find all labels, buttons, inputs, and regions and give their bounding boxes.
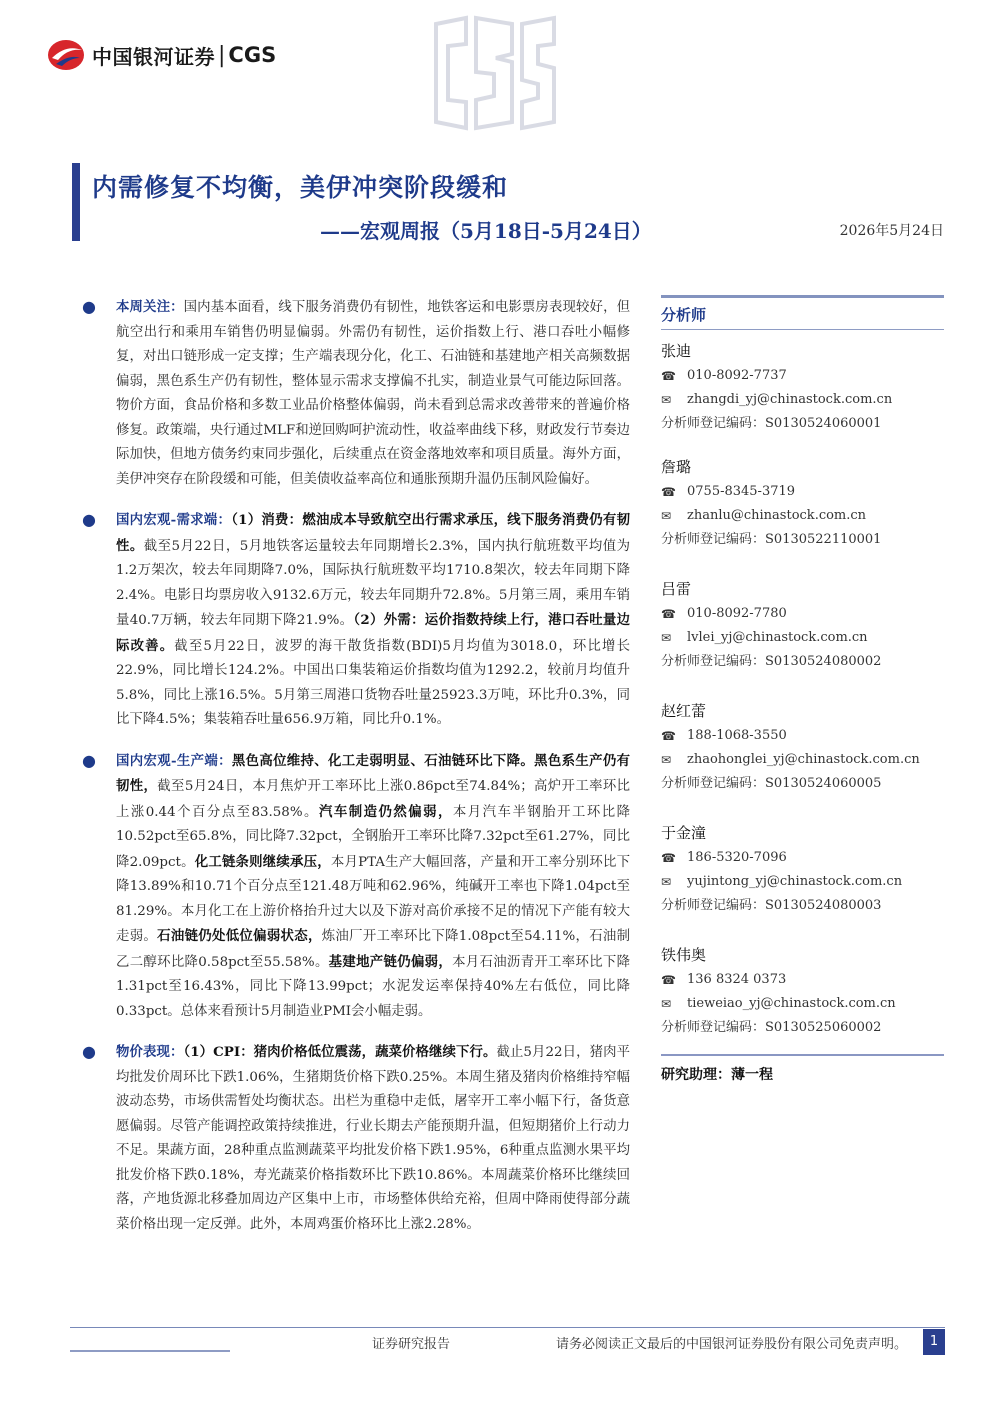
phone-icon: ☎ xyxy=(661,369,676,383)
registration-label: 分析师登记编码： xyxy=(661,1020,766,1035)
analyst-list xyxy=(661,338,944,1040)
external-demand-highlight: （2）外需：运价指数持续上行，港口吞吐量边际改善。 xyxy=(116,612,630,654)
registration-label: 分析师登记编码： xyxy=(661,532,766,547)
analyst-phone-line xyxy=(661,846,944,870)
footer-report-type: 证券研究报告 xyxy=(372,1337,451,1352)
page-number: 1 xyxy=(923,1329,945,1355)
mail-icon: ✉ xyxy=(661,997,672,1011)
mail-icon: ✉ xyxy=(661,753,672,767)
footer-rule xyxy=(70,1327,945,1328)
cgs-watermark-icon xyxy=(430,14,560,132)
section-label: 国内宏观-生产端： xyxy=(116,752,232,769)
bullet-icon: ● xyxy=(82,1042,96,1061)
auto-highlight: 汽车制造仍然偏弱， xyxy=(318,803,453,820)
report-subtitle: ——宏观周报（5月18日-5月24日） xyxy=(320,219,652,243)
analyst-name: 张迪 xyxy=(661,342,692,360)
registration-code: S0130524080002 xyxy=(765,654,882,669)
mail-icon: ✉ xyxy=(661,631,672,645)
section-text: 国内基本面看，线下服务消费仍有韧性，地铁客运和电影票房表现较好，但航空出行和乘用车销售仍明显偏弱。外需仍有韧性，运价指数上行、港口吞吐小幅修复，对出口链形成一定支撑；生产端表现分化，化工、石油链和基建地产相关高频数据偏弱，黑色系生产仍有韧性，整体显示需求支撑偏不扎实，制造业景气可能边际回落。物价方面，食品价格和多数工业品价格整体偏弱，尚未看到总需求改善带来的普遍价格修复。政策端，央行通过MLF和逆回购呵护流动性，收益率曲线下移，财政发行节奏边际加快，但地方债务约束同步强化，后续重点在资金落地效率和项目质量。海外方面，美伊冲突存在阶段缓和可能，但美债收益率高位和通胀预期升温仍压制风险偏好。 xyxy=(116,300,631,487)
registration-label: 分析师登记编码： xyxy=(661,654,766,669)
chemical-highlight: 化工链条则继续承压， xyxy=(194,853,331,870)
galaxy-logo-icon xyxy=(46,38,86,72)
analyst-name: 詹璐 xyxy=(661,458,692,476)
research-assistant: 研究助理：薄一程 xyxy=(661,1054,944,1084)
analyst-phone-line xyxy=(661,724,944,748)
analyst-registration-line xyxy=(661,1016,944,1040)
analyst-card xyxy=(661,820,944,918)
analyst-phone: 010-8092-7780 xyxy=(687,606,787,621)
report-title: 内需修复不均衡，美伊冲突阶段缓和 xyxy=(92,173,509,202)
analyst-email-line xyxy=(661,388,944,412)
footer-disclaimer: 请务必阅读正文最后的中国银河证券股份有限公司免责声明。 xyxy=(556,1337,908,1352)
analyst-phone: 188-1068-3550 xyxy=(687,728,787,743)
analyst-registration-line xyxy=(661,772,944,796)
analyst-email-line xyxy=(661,748,944,772)
sidebar-heading: 分析师 xyxy=(661,306,707,324)
auto-text: 本月汽车半钢胎开工环比降10.52pct至65.8%，同比降7.32pct，全钢胎开工率环比降7.32pct至61.27%，同比降2.09pct。 xyxy=(116,804,631,870)
registration-label: 分析师登记编码： xyxy=(661,416,766,431)
analyst-email-line xyxy=(661,504,944,528)
analyst-registration-line xyxy=(661,650,944,674)
analyst-phone-line xyxy=(661,968,944,992)
footer-left-rule xyxy=(70,1350,230,1352)
oil-highlight: 石油链仍处低位偏弱状态， xyxy=(157,928,322,944)
analyst-card xyxy=(661,454,944,552)
sidebar-top-rule xyxy=(661,295,944,298)
analyst-card xyxy=(661,698,944,796)
section-weekly-focus xyxy=(82,295,630,492)
phone-icon: ☎ xyxy=(661,729,676,743)
bullet-icon: ● xyxy=(82,297,96,316)
registration-code: S0130522110001 xyxy=(765,532,882,547)
analyst-name: 吕雷 xyxy=(661,580,692,598)
cpi-highlight: （1）CPI：猪肉价格低位震荡，蔬菜价格继续下行。 xyxy=(183,1044,497,1060)
analyst-name: 铁伟奥 xyxy=(661,946,707,964)
registration-code: S0130525060002 xyxy=(765,1020,882,1035)
registration-label: 分析师登记编码： xyxy=(661,898,766,913)
phone-icon: ☎ xyxy=(661,973,676,987)
analyst-card xyxy=(661,576,944,674)
analyst-email[interactable]: zhaohonglei_yj@chinastock.com.cn xyxy=(687,752,920,767)
analyst-phone-line xyxy=(661,602,944,626)
registration-code: S0130524060001 xyxy=(765,416,882,431)
analyst-registration-line xyxy=(661,894,944,918)
analyst-email[interactable]: zhanlu@chinastock.com.cn xyxy=(687,508,867,523)
oil-text: 炼油厂开工率环比下降1.08pct至54.11%，石油制乙二醇环比降0.58pct至55.58%。 xyxy=(116,929,631,970)
analyst-email-line xyxy=(661,626,944,650)
section-demand xyxy=(82,508,630,733)
cpi-text: 截止5月22日，猪肉平均批发价周环比下跌1.06%，生猪期货价格下跌0.25%。本周生猪及猪肉价格维持窄幅波动态势，市场供需暂处均衡状态。出栏为重稳中走低，屠宰开工率小幅下行，备货意愿偏弱。尽管产能调控政策持续推进，行业长期去产能预期升温，但短期猪价上行动力不足。果蔬方面，28种重点监测蔬菜平均批发价格下跌1.95%，6种重点监测水果平均批发价格下跌0.18%，寿光蔬菜价格指数环比下跌10.86%。本周蔬菜价格环比继续回落，产地货源北移叠加周边产区集中上市，市场整体供给充裕，但周中降雨使得部分蔬菜价格出现一定反弹。此外，本周鸡蛋价格环比上涨2.28%。 xyxy=(116,1045,630,1232)
mail-icon: ✉ xyxy=(661,875,672,889)
production-highlight: 黑色高位维持、化工走弱明显、石油链环比下降。黑色系生产仍有韧性， xyxy=(116,752,630,794)
analyst-phone: 136 8324 0373 xyxy=(687,972,787,987)
infrastructure-text: 本月石油沥青开工率环比下降1.31pct至16.43%，同比下降13.99pct；水泥发运率保持40%左右低位，同比降0.33pct。总体来看预计5月制造业PMI会小幅走弱。 xyxy=(116,954,631,1019)
analyst-sidebar xyxy=(661,295,944,1084)
report-date: 2026年5月24日 xyxy=(839,223,944,239)
report-body xyxy=(82,295,630,1253)
bullet-icon: ● xyxy=(82,510,96,529)
section-label: 本周关注： xyxy=(116,299,184,315)
analyst-phone: 0755-8345-3719 xyxy=(687,484,796,499)
title-accent-bar xyxy=(72,163,80,241)
registration-code: S0130524060005 xyxy=(765,776,882,791)
analyst-registration-line xyxy=(661,412,944,436)
analyst-name: 于金潼 xyxy=(661,824,707,842)
analyst-card xyxy=(661,338,944,436)
external-demand-text: 截至5月22日，波罗的海干散货指数(BDI)5月均值为3018.0，环比增长22.9%，同比增长124.2%。中国出口集装箱运价指数均值为1292.2，较前月均值升5.8%，同比上涨16.5%。5月第三周港口货物吞吐量25923.3万吨，环比升0.3%，同比下降4.5%；集装箱吞吐量656.9万箱，同比升0.1%。 xyxy=(116,638,631,727)
analyst-email[interactable]: yujintong_yj@chinastock.com.cn xyxy=(687,874,903,889)
section-production xyxy=(82,749,630,1025)
phone-icon: ☎ xyxy=(661,607,676,621)
analyst-phone: 186-5320-7096 xyxy=(687,850,787,865)
analyst-phone: 010-8092-7737 xyxy=(687,368,787,383)
chemical-text: 本月PTA生产大幅回落，产量和开工率分别环比下降13.89%和10.71个百分点至121.48万吨和62.96%，纯碱开工率也下降1.04pct至81.29%。本月化工在上游价格抬升过大以及下游对高价承接不足的情况下产能有较大走弱。 xyxy=(116,854,630,944)
mail-icon: ✉ xyxy=(661,393,672,407)
phone-icon: ☎ xyxy=(661,851,676,865)
phone-icon: ☎ xyxy=(661,485,676,499)
analyst-email[interactable]: zhangdi_yj@chinastock.com.cn xyxy=(687,392,893,407)
analyst-card xyxy=(661,942,944,1040)
analyst-email[interactable]: tieweiao_yj@chinastock.com.cn xyxy=(687,996,896,1011)
logo-separator: | xyxy=(218,42,226,68)
analyst-email-line xyxy=(661,992,944,1016)
registration-code: S0130524080003 xyxy=(765,898,882,913)
analyst-phone-line xyxy=(661,364,944,388)
logo-chinese-name: 中国银河证券 xyxy=(92,44,215,69)
consumption-highlight: （1）消费：燃油成本导致航空出行需求承压，线下服务消费仍有韧性。 xyxy=(116,512,630,554)
section-label: 国内宏观-需求端： xyxy=(116,512,232,528)
section-label: 物价表现： xyxy=(116,1044,184,1060)
bullet-icon: ● xyxy=(82,750,96,770)
logo-english-name: CGS xyxy=(228,43,277,67)
analyst-phone-line xyxy=(661,480,944,504)
consumption-text: 截至5月22日，5月地铁客运量较去年同期增长2.3%，国内执行航班数平均值为1.2万架次，较去年同期降7.0%，国际执行航班数平均1710.8架次，较去年同期下降2.4%。电影日均票房收入9132.6万元，较去年同期升72.8%。5月第三周，乘用车销量40.7万辆，较去年同期下降21.9%。 xyxy=(116,538,630,628)
section-prices xyxy=(82,1040,630,1237)
mail-icon: ✉ xyxy=(661,509,672,523)
production-text: 截至5月24日，本月焦炉开工率环比上涨0.86pct至74.84%；高炉开工率环比上涨0.44个百分点至83.58%。 xyxy=(116,779,630,820)
analyst-name: 赵红蕾 xyxy=(661,702,707,720)
registration-label: 分析师登记编码： xyxy=(661,776,766,791)
analyst-email[interactable]: lvlei_yj@chinastock.com.cn xyxy=(687,630,868,645)
infrastructure-highlight: 基建地产链仍偏弱， xyxy=(328,953,453,970)
analyst-registration-line xyxy=(661,528,944,552)
analyst-email-line xyxy=(661,870,944,894)
sidebar-heading-rule xyxy=(661,329,944,330)
company-logo xyxy=(46,38,276,72)
